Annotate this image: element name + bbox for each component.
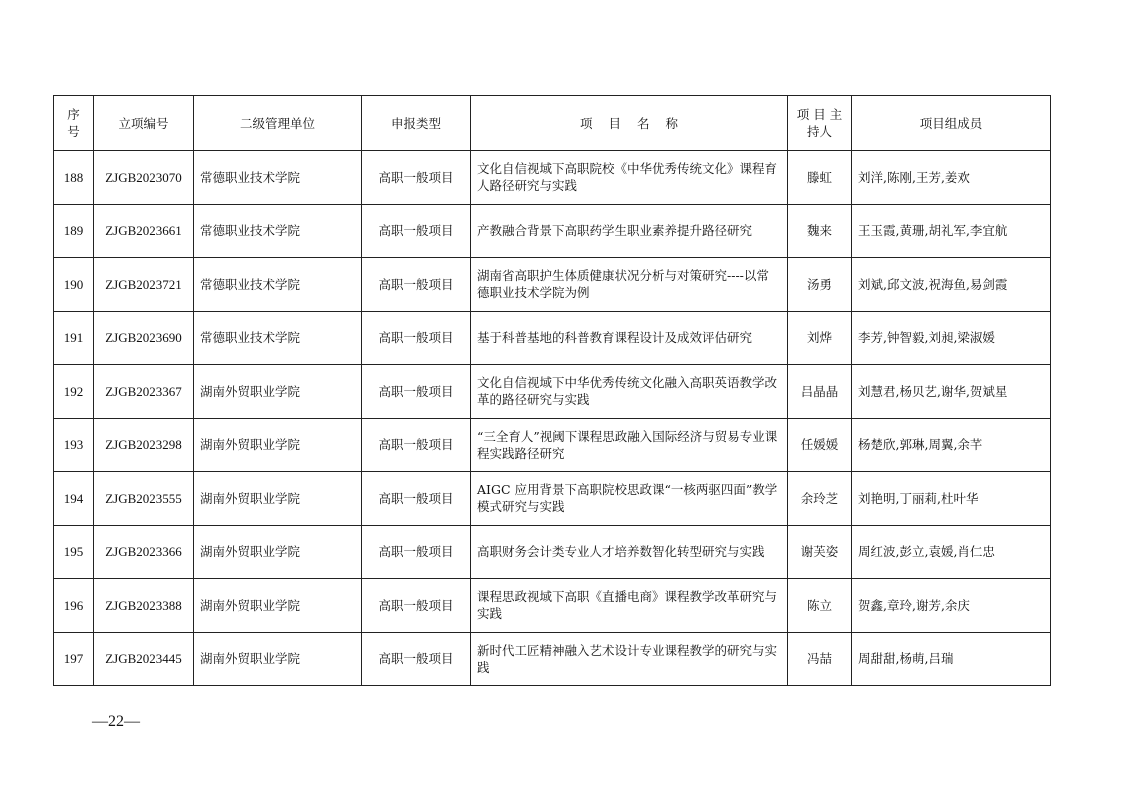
cell-members: 李芳,钟智毅,刘昶,梁淑媛 — [852, 311, 1051, 365]
cell-host: 滕虹 — [788, 151, 852, 205]
cell-index: 191 — [54, 311, 94, 365]
table-row — [54, 418, 1051, 472]
table-row — [54, 258, 1051, 312]
cell-host: 汤勇 — [788, 258, 852, 312]
cell-index: 196 — [54, 579, 94, 633]
cell-host: 魏来 — [788, 204, 852, 258]
cell-type: 高职一般项目 — [362, 204, 471, 258]
cell-members: 周甜甜,杨萌,吕瑞 — [852, 632, 1051, 686]
cell-type: 高职一般项目 — [362, 151, 471, 205]
cell-host: 冯喆 — [788, 632, 852, 686]
cell-code: ZJGB2023388 — [94, 579, 194, 633]
cell-project-name: 课程思政视域下高职《直播电商》课程教学改革研究与实践 — [471, 579, 788, 633]
cell-unit: 湖南外贸职业学院 — [194, 579, 362, 633]
cell-code: ZJGB2023366 — [94, 525, 194, 579]
table-body — [54, 151, 1051, 686]
cell-index: 193 — [54, 418, 94, 472]
cell-type: 高职一般项目 — [362, 632, 471, 686]
cell-members: 贺鑫,章玲,谢芳,余庆 — [852, 579, 1051, 633]
header-unit: 二级管理单位 — [194, 96, 362, 151]
header-host: 项 目 主持人 — [788, 96, 852, 151]
cell-type: 高职一般项目 — [362, 579, 471, 633]
cell-type: 高职一般项目 — [362, 311, 471, 365]
cell-unit: 常德职业技术学院 — [194, 151, 362, 205]
cell-code: ZJGB2023555 — [94, 472, 194, 526]
cell-type: 高职一般项目 — [362, 418, 471, 472]
cell-host: 陈立 — [788, 579, 852, 633]
header-index: 序号 — [54, 96, 94, 151]
cell-type: 高职一般项目 — [362, 258, 471, 312]
header-code: 立项编号 — [94, 96, 194, 151]
cell-index: 188 — [54, 151, 94, 205]
cell-members: 周红波,彭立,袁媛,肖仁忠 — [852, 525, 1051, 579]
cell-host: 吕晶晶 — [788, 365, 852, 419]
table-row — [54, 365, 1051, 419]
header-members: 项目组成员 — [852, 96, 1051, 151]
project-table — [53, 95, 1051, 686]
cell-members: 杨楚欣,郭琳,周翼,余芊 — [852, 418, 1051, 472]
table-row — [54, 311, 1051, 365]
cell-project-name: AIGC 应用背景下高职院校思政课“一核两驱四面”教学模式研究与实践 — [471, 472, 788, 526]
cell-code: ZJGB2023367 — [94, 365, 194, 419]
cell-index: 194 — [54, 472, 94, 526]
cell-unit: 常德职业技术学院 — [194, 311, 362, 365]
cell-unit: 湖南外贸职业学院 — [194, 418, 362, 472]
cell-members: 刘斌,邱文波,祝海鱼,易剑霞 — [852, 258, 1051, 312]
table-row — [54, 632, 1051, 686]
cell-host: 任媛媛 — [788, 418, 852, 472]
cell-project-name: 文化自信视域下高职院校《中华优秀传统文化》课程育人路径研究与实践 — [471, 151, 788, 205]
cell-host: 余玲芝 — [788, 472, 852, 526]
table-row — [54, 579, 1051, 633]
cell-project-name: 新时代工匠精神融入艺术设计专业课程教学的研究与实践 — [471, 632, 788, 686]
table-row — [54, 204, 1051, 258]
cell-code: ZJGB2023298 — [94, 418, 194, 472]
cell-code: ZJGB2023690 — [94, 311, 194, 365]
cell-host: 刘烨 — [788, 311, 852, 365]
cell-project-name: 高职财务会计类专业人才培养数智化转型研究与实践 — [471, 525, 788, 579]
cell-project-name: 湖南省高职护生体质健康状况分析与对策研究----以常德职业技术学院为例 — [471, 258, 788, 312]
cell-members: 刘洋,陈刚,王芳,姜欢 — [852, 151, 1051, 205]
table-header-row — [54, 96, 1051, 151]
cell-type: 高职一般项目 — [362, 525, 471, 579]
cell-unit: 湖南外贸职业学院 — [194, 472, 362, 526]
cell-code: ZJGB2023445 — [94, 632, 194, 686]
table-row — [54, 525, 1051, 579]
cell-code: ZJGB2023721 — [94, 258, 194, 312]
cell-members: 刘慧君,杨贝艺,谢华,贺斌星 — [852, 365, 1051, 419]
cell-unit: 常德职业技术学院 — [194, 258, 362, 312]
cell-project-name: 基于科普基地的科普教育课程设计及成效评估研究 — [471, 311, 788, 365]
cell-unit: 湖南外贸职业学院 — [194, 525, 362, 579]
cell-type: 高职一般项目 — [362, 365, 471, 419]
cell-index: 197 — [54, 632, 94, 686]
header-name: 项 目 名 称 — [471, 96, 788, 151]
header-type: 申报类型 — [362, 96, 471, 151]
cell-index: 190 — [54, 258, 94, 312]
cell-host: 谢芙姿 — [788, 525, 852, 579]
cell-unit: 常德职业技术学院 — [194, 204, 362, 258]
cell-type: 高职一般项目 — [362, 472, 471, 526]
cell-project-name: 文化自信视域下中华优秀传统文化融入高职英语教学改革的路径研究与实践 — [471, 365, 788, 419]
page-number: —22— — [92, 713, 140, 730]
cell-index: 192 — [54, 365, 94, 419]
cell-code: ZJGB2023070 — [94, 151, 194, 205]
cell-code: ZJGB2023661 — [94, 204, 194, 258]
cell-index: 195 — [54, 525, 94, 579]
cell-project-name: 产教融合背景下高职药学生职业素养提升路径研究 — [471, 204, 788, 258]
cell-members: 刘艳明,丁丽莉,杜叶华 — [852, 472, 1051, 526]
cell-unit: 湖南外贸职业学院 — [194, 632, 362, 686]
table-row — [54, 151, 1051, 205]
cell-index: 189 — [54, 204, 94, 258]
cell-project-name: “三全育人”视阈下课程思政融入国际经济与贸易专业课程实践路径研究 — [471, 418, 788, 472]
table-row — [54, 472, 1051, 526]
cell-unit: 湖南外贸职业学院 — [194, 365, 362, 419]
cell-members: 王玉霞,黄珊,胡礼军,李宜航 — [852, 204, 1051, 258]
